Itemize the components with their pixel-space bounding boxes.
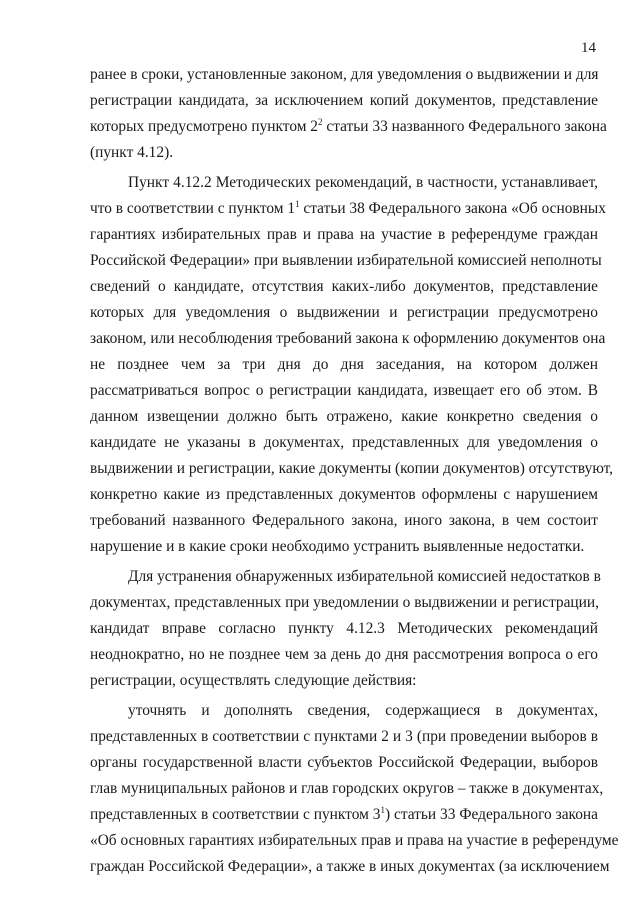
text-line: ранее в сроки, установленные законом, для уведомления о выдвижении и для [90, 66, 599, 83]
text-line: глав муниципальных районов и глав городских округов – также в документах, [90, 780, 604, 797]
text-line: Пункт 4.12.2 Методических рекомендаций, в частности, устанавливает, [128, 174, 598, 191]
document-body [90, 62, 619, 880]
text-line [90, 114, 607, 140]
text-segment: ) статьи 33 Федерального закона [384, 806, 598, 823]
paragraph [90, 170, 614, 560]
text-line: граждан Российской Федерации», а также в иных документах (за исключением [90, 858, 610, 875]
text-line: (пункт 4.12). [90, 144, 174, 161]
text-line: Российской Федерации» при выявлении избирательной комиссией неполноты [90, 252, 602, 269]
text-line: которых для уведомления о выдвижении и регистрации предусмотрено [90, 304, 598, 321]
text-line: рассматриваться вопрос о регистрации кандидата, извещает его об этом. В [90, 382, 598, 399]
text-line: документах, представленных при уведомлении о выдвижении и регистрации, [90, 594, 599, 611]
paragraph [90, 564, 601, 694]
text-line: регистрации, осуществлять следующие действия: [90, 672, 417, 689]
text-line: законом, или несоблюдения требований закона к оформлению документов она [90, 330, 606, 347]
text-line: данном извещении должно быть отражено, какие конкретно сведения о [90, 408, 598, 425]
page-number: 14 [581, 40, 596, 56]
superscript: 1 [295, 198, 300, 209]
text-line: требований названного Федерального закона, иного закона, в чем состоит [90, 512, 598, 529]
text-line: сведений о кандидате, отсутствия каких-либо документов, представление [90, 278, 598, 295]
text-line: регистрации кандидата, за исключением копий документов, представление [90, 92, 598, 109]
text-line: Для устранения обнаруженных избирательной комиссией недостатков в [128, 568, 601, 585]
superscript: 2 [318, 116, 323, 127]
text-line: кандидат вправе согласно пункту 4.12.3 Методических рекомендаций [90, 620, 598, 637]
text-segment: представленных в соответствии с пунктом 3 [90, 806, 381, 823]
text-segment: что в соответствии с пунктом 1 [90, 200, 296, 217]
text-segment: которых предусмотрено пунктом 2 [90, 118, 319, 135]
text-segment: статьи 38 Федерального закона «Об основных [299, 200, 606, 217]
text-line: представленных в соответствии с пунктами 2 и 3 (при проведении выборов в [90, 728, 598, 745]
text-line: нарушение и в какие сроки необходимо устранить выявленные недостатки. [90, 538, 585, 555]
paragraph [90, 698, 619, 880]
text-line: конкретно какие из представленных документов оформлены с нарушением [90, 486, 598, 503]
text-line [90, 196, 606, 222]
text-line: гарантиях избирательных прав и права на участие в референдуме граждан [90, 226, 598, 243]
text-line: уточнять и дополнять сведения, содержащиеся в документах, [128, 702, 598, 719]
superscript: 1 [380, 804, 385, 815]
text-line [90, 802, 598, 828]
text-line: кандидате не указаны в документах, представленных для уведомления о [90, 434, 598, 451]
paragraph [90, 62, 607, 166]
text-line: органы государственной власти субъектов Российской Федерации, выборов [90, 754, 598, 771]
text-segment: статьи 33 названного Федерального закона [322, 118, 607, 135]
text-line: неоднократно, но не позднее чем за день до дня рассмотрения вопроса о его [90, 646, 598, 663]
text-line: выдвижении и регистрации, какие документы (копии документов) отсутствуют, [90, 460, 614, 477]
text-line: не позднее чем за три дня до дня заседания, на котором должен [90, 356, 598, 373]
text-line: «Об основных гарантиях избирательных прав и права на участие в референдуме [90, 832, 619, 849]
